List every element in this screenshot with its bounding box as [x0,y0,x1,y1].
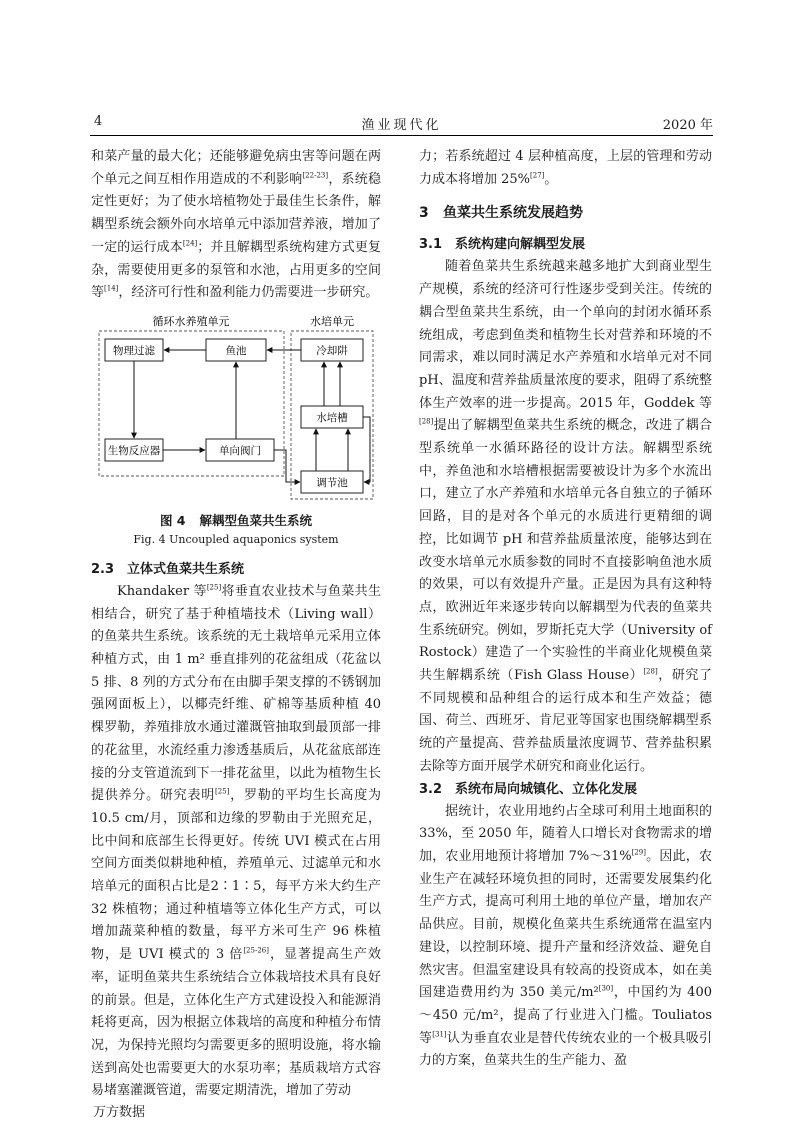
footer-watermark: 万方数据 [93,1105,146,1120]
aquaculture-unit-label: 循环水养殖单元 [152,314,230,328]
section-3-heading [419,202,712,224]
section-3-2-heading [419,779,712,801]
regulating-tank-label: 调节池 [316,476,348,489]
left-paragraph-continued: 和菜产量的最大化；还能够避免病虫害等问题在两个单元之间互相作用造成的不利影响[22-23]，系统稳定性更好；为了使水培植物处于最佳生长条件，解耦型系统会额外向水培单元中添加营养液，增加了一定的运行成本[24]；并且解耦型系统构建方式更复杂，需要使用更多的泵管和水池，占用更多的空间等[14]，经济可行性和盈利能力仍需要进一步研究。 [91,149,381,301]
header-rule [90,135,713,136]
section-3-number: 3 [419,205,429,222]
arrow-valve-to-regulating [274,450,300,482]
figure-title: 解耦型鱼菜共生系统 [199,512,313,528]
section-2-3-number: 2.3 [91,561,115,577]
right-column [419,146,712,1073]
section-3-1-heading [419,234,712,256]
fish-tank-label: 鱼池 [225,344,247,357]
hydroponic-unit-label: 水培单元 [310,314,354,328]
arrow-trough-to-regulating [363,417,370,482]
section-3-1-title: 系统构建向解耦型发展 [455,237,586,253]
left-column [91,146,381,1103]
figure-caption-english: Fig. 4 Uncoupled aquaponics system [133,532,339,546]
physical-filter-label: 物理过滤 [113,344,155,357]
check-valve-label: 单向阀门 [219,444,261,457]
figure-number: 图 4 [159,512,186,528]
section-3-1-paragraph: 随着鱼菜共生系统越来越多地扩大到商业型生产规模，系统的经济可行性逐步受到关注。传统的耦合型鱼菜共生系统，由一个单向的封闭水循环系统组成，考虑到鱼类和植物生长对营养和环境的不同需求，难以同时满足水产养殖和水培单元对不同 pH、温度和营养盐质量浓度的要求，阻碍了系统整体生产效率的进一步提高。2015 年，Goddek 等[28]提出了解耦型鱼菜共生系统的概念，改进了耦合型系统单一水循环路径的设计方法。解耦型系统中，养鱼池和水培槽根据需要被设计为多个水流出口，建立了水产养殖和水培单元各自独立的子循环回路，目的是对各个单元的水质进行更精细的调控，比如调节 pH 和营养盐质量浓度，能够达到在改变水培单元水质参数的同时不直接影响鱼池水质的效果，可以有效提升产量。正是因为具有这种特点，欧洲近年来逐步转向以解耦型为代表的鱼菜共生系统研究。例如，罗斯托克大学（University of Rostock）建造了一个实验性的半商业化规模鱼菜共生解耦系统（Fish Glass House）[28]，研究了不同规模和品种组合的运行成本和生产效益；德国、荷兰、西班牙、肯尼亚等国家也围绕解耦型系统的产量提高、营养盐质量浓度调节、营养盐积累去除等方面开展学术研究和商业化运行。 [419,259,712,774]
page-number: 4 [94,114,103,129]
section-2-3-paragraph: Khandaker 等[25]将垂直农业技术与鱼菜共生相结合，研究了基于种植墙技术（Living wall）的鱼菜共生系统。该系统的无土栽培单元采用立体种植方式，由 1 m² 垂直排列的花盆组成（花盆以 5 排、8 列的方式分布在由脚手架支撑的不锈钢加强网面板上），以椰壳纤维、矿棉等基质种植 40 棵罗勒，养殖排放水通过灌溉管抽取到最顶部一排的花盆里，水流经重力渗透基质后，从花盆底部连接的分支管道流到下一排花盆里，以此为植物生长提供养分。研究表明[25]，罗勒的平均生长高度为 10.5 cm/月，顶部和边缘的罗勒由于光照充足，比中间和底部生长得更好。传统 UVI 模式在占用空间方面类似耕地种植，养殖单元、过滤单元和水培单元的面积占比是2∶1∶5，每平方米大约生产 32 株植物；通过种植墙等立体化生产方式，可以增加蔬菜种植的数量，每平方米可生产 96 株植物，是 UVI 模式的 3 倍[25-26]，显著提高生产效率，证明鱼菜共生系统结合立体栽培技术具有良好的前景。但是，立体化生产方式建设投入和能源消耗将更高，因为根据立体栽培的高度和种植分布情况，为保持光照均匀需要更多的照明设施，将水输送到高处也需要更大的水泵功率；基质栽培方式容易堵塞灌溉管道，需要定期清洗，增加了劳动 [91,583,381,1099]
figure-4-diagram [91,311,381,511]
section-3-1-number: 3.1 [419,237,443,253]
section-3-2-number: 3.2 [419,781,443,797]
bioreactor-label: 生物反应器 [107,444,161,457]
publication-year: 2020 年 [662,118,713,133]
section-3-2-paragraph: 据统计，农业用地约占全球可利用土地面积的 33%，至 2050 年，随着人口增长对食物需求的增加，农业用地预计将增加 7%～31%[29]。因此，农业生产在减轻环境负担的同时，还需要发展集约化生产方式，提高可利用土地的单位产量，增加农产品供应。目前，规模化鱼菜共生系统通常在温室内建设，以控制环境、提升产量和经济效益、避免自然灾害。但温室建设具有较高的投资成本，如在美国建造费用约为 350 美元/m²[30]，中国约为 400～450 元/m²，提高了行业进入门槛。Touliatos 等[31]认为垂直农业是替代传统农业的一个极具吸引力的方案，鱼菜共生的生产能力、盈 [419,803,712,1069]
figure-caption [91,511,381,531]
section-2-3-heading [91,559,381,581]
hydroponic-trough-label: 水培槽 [316,411,348,424]
section-3-title: 鱼菜共生系统发展趋势 [443,205,583,222]
right-paragraph-continued: 力；若系统超过 4 层种植高度，上层的管理和劳动力成本将增加 25%[27]。 [419,149,712,187]
section-3-2-title: 系统布局向城镇化、立体化发展 [455,781,638,797]
page-header [90,114,713,134]
condenser-label: 冷却阱 [316,344,348,357]
section-2-3-title: 立体式鱼菜共生系统 [127,561,245,577]
journal-title: 渔业现代化 [361,118,442,133]
